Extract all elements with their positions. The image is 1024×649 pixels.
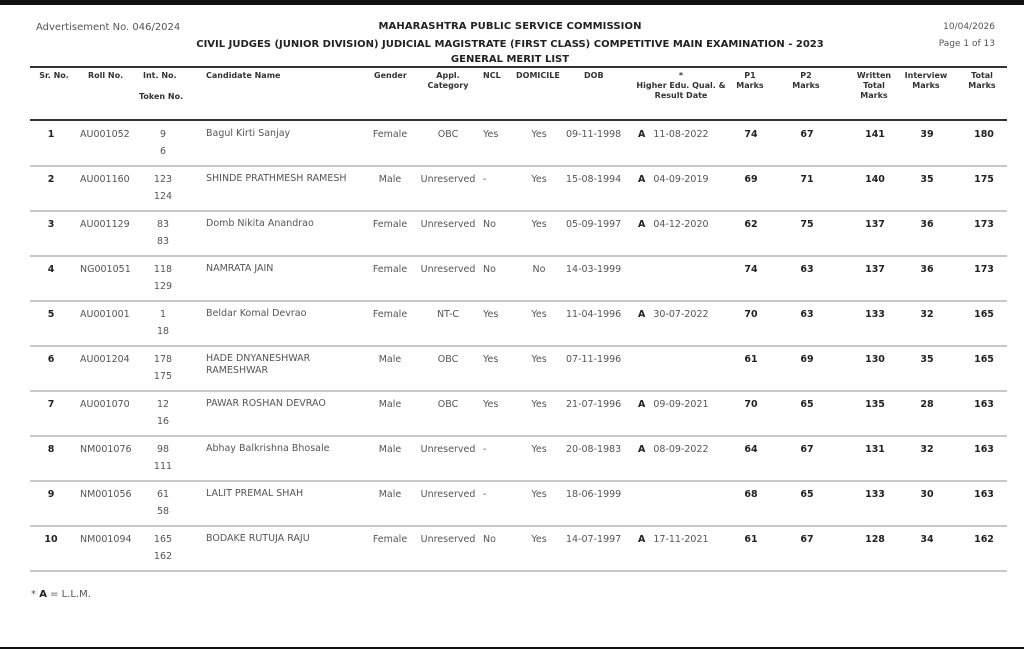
cell-domicile: No <box>532 264 546 275</box>
cell-p2: 63 <box>800 264 814 275</box>
cell-qualification <box>638 126 709 143</box>
row-divider <box>30 165 1007 167</box>
cell-category: Unreserved <box>420 534 476 545</box>
cell-written: 141 <box>865 129 885 140</box>
cell-p1: 70 <box>744 309 758 320</box>
row-divider <box>30 390 1007 392</box>
col-sr-label: Sr. No. <box>39 71 69 80</box>
qualification-code: A <box>638 534 646 545</box>
row-divider <box>30 525 1007 527</box>
cell-domicile: Yes <box>531 174 547 185</box>
cell-domicile: Yes <box>531 354 547 365</box>
exam-title: CIVIL JUDGES (JUNIOR DIVISION) JUDICIAL MAGISTRATE (FIRST CLASS) COMPETITIVE MAIN EXAMINATION - 2023 <box>196 39 824 50</box>
col-domicile: DOMICILE <box>516 71 560 80</box>
cell-int: 178 <box>153 354 173 365</box>
col-ncl: NCL <box>483 71 501 80</box>
footnote-key: A <box>39 589 47 600</box>
cell-domicile: Yes <box>531 219 547 230</box>
cell-interview: 36 <box>920 219 934 230</box>
cell-name: SHINDE PRATHMESH RAMESH <box>206 173 347 184</box>
cell-total: 180 <box>974 129 994 140</box>
row-divider <box>30 300 1007 302</box>
cell-token: 83 <box>156 236 170 247</box>
cell-sr: 10 <box>44 534 58 545</box>
cell-category: Unreserved <box>420 219 476 230</box>
cell-roll: NM001094 <box>80 534 132 545</box>
cell-interview: 35 <box>920 354 934 365</box>
cell-ncl: No <box>483 219 496 230</box>
cell-token: 175 <box>153 371 173 382</box>
cell-domicile: Yes <box>531 309 547 320</box>
cell-category: Unreserved <box>420 489 476 500</box>
cell-category: Unreserved <box>420 444 476 455</box>
qualification-code: A <box>638 399 646 410</box>
cell-int: 98 <box>156 444 170 455</box>
footnote-meaning: = L.L.M. <box>50 589 91 600</box>
cell-p2: 63 <box>800 309 814 320</box>
cell-p2: 71 <box>800 174 814 185</box>
cell-roll: NG001051 <box>80 264 131 275</box>
cell-gender: Female <box>372 309 408 320</box>
cell-qualification <box>638 531 709 548</box>
cell-domicile: Yes <box>531 489 547 500</box>
cell-roll: AU001070 <box>80 399 130 410</box>
cell-sr: 3 <box>47 219 55 230</box>
cell-name: BODAKE RUTUJA RAJU <box>206 533 310 544</box>
cell-total: 163 <box>974 399 994 410</box>
col-total: Total Marks <box>968 71 996 90</box>
cell-p2: 75 <box>800 219 814 230</box>
cell-sr: 4 <box>47 264 55 275</box>
cell-dob: 21-07-1996 <box>566 399 622 410</box>
col-dob: DOB <box>584 71 604 80</box>
cell-int: 61 <box>156 489 170 500</box>
qualification-code: A <box>638 219 646 230</box>
cell-roll: AU001160 <box>80 174 130 185</box>
print-date: 10/04/2026 <box>943 22 995 32</box>
cell-int: 165 <box>153 534 173 545</box>
qualification-code: A <box>638 174 646 185</box>
cell-gender: Male <box>378 399 402 410</box>
cell-category: NT-C <box>436 309 460 320</box>
cell-written: 135 <box>865 399 885 410</box>
cell-interview: 28 <box>920 399 934 410</box>
cell-interview: 35 <box>920 174 934 185</box>
cell-domicile: Yes <box>531 534 547 545</box>
cell-p2: 69 <box>800 354 814 365</box>
cell-gender: Male <box>378 354 402 365</box>
cell-name: NAMRATA JAIN <box>206 263 274 274</box>
cell-written: 133 <box>865 309 885 320</box>
qualification-code: A <box>638 129 646 140</box>
cell-p1: 62 <box>744 219 758 230</box>
cell-p2: 67 <box>800 129 814 140</box>
cell-total: 165 <box>974 309 994 320</box>
cell-qualification <box>638 216 709 233</box>
result-date: 30-07-2022 <box>653 309 709 320</box>
cell-int: 1 <box>159 309 167 320</box>
col-p1: P1 Marks <box>736 71 764 90</box>
cell-written: 131 <box>865 444 885 455</box>
cell-name: Domb Nikita Anandrao <box>206 218 314 229</box>
cell-name: LALIT PREMAL SHAH <box>206 488 304 499</box>
cell-dob: 14-07-1997 <box>566 534 622 545</box>
advertisement-number: Advertisement No. 046/2024 <box>36 22 181 33</box>
cell-category: OBC <box>437 129 459 140</box>
cell-token: 58 <box>156 506 170 517</box>
cell-category: OBC <box>437 399 459 410</box>
cell-domicile: Yes <box>531 129 547 140</box>
cell-dob: 18-06-1999 <box>566 489 622 500</box>
cell-p1: 69 <box>744 174 758 185</box>
col-interview: Interview Marks <box>904 71 948 90</box>
cell-written: 140 <box>865 174 885 185</box>
col-qual-star: * <box>678 71 684 80</box>
cell-int: 83 <box>156 219 170 230</box>
cell-int: 123 <box>153 174 173 185</box>
cell-p2: 65 <box>800 489 814 500</box>
col-written: Written Total Marks <box>856 71 892 100</box>
cell-written: 133 <box>865 489 885 500</box>
cell-sr: 9 <box>47 489 55 500</box>
cell-p2: 67 <box>800 444 814 455</box>
cell-gender: Male <box>378 444 402 455</box>
cell-name: PAWAR ROSHAN DEVRAO <box>206 398 326 409</box>
cell-qualification <box>638 171 709 188</box>
qualification-code: A <box>638 309 646 320</box>
col-gender: Gender <box>374 71 407 80</box>
col-token: Token No. <box>139 92 184 101</box>
cell-dob: 20-08-1983 <box>566 444 622 455</box>
cell-interview: 32 <box>920 309 934 320</box>
row-divider <box>30 570 1007 572</box>
cell-total: 162 <box>974 534 994 545</box>
footnote-star: * <box>31 589 36 600</box>
cell-p1: 61 <box>744 534 758 545</box>
cell-roll: AU001001 <box>80 309 130 320</box>
page-indicator: Page 1 of 13 <box>938 39 995 49</box>
cell-written: 128 <box>865 534 885 545</box>
cell-dob: 09-11-1998 <box>566 129 622 140</box>
cell-token: 124 <box>153 191 173 202</box>
cell-p1: 74 <box>744 129 758 140</box>
cell-token: 111 <box>153 461 173 472</box>
cell-ncl: - <box>483 444 487 455</box>
cell-interview: 32 <box>920 444 934 455</box>
cell-p1: 70 <box>744 399 758 410</box>
cell-total: 163 <box>974 489 994 500</box>
cell-dob: 05-09-1997 <box>566 219 622 230</box>
cell-dob: 14-03-1999 <box>566 264 622 275</box>
result-date: 09-09-2021 <box>653 399 709 410</box>
cell-roll: NM001076 <box>80 444 132 455</box>
cell-written: 137 <box>865 264 885 275</box>
result-date: 04-09-2019 <box>653 174 709 185</box>
cell-domicile: Yes <box>531 444 547 455</box>
cell-dob: 07-11-1996 <box>566 354 622 365</box>
cell-ncl: - <box>483 174 487 185</box>
cell-qualification <box>638 441 709 458</box>
result-date: 04-12-2020 <box>653 219 709 230</box>
result-date: 08-09-2022 <box>653 444 709 455</box>
cell-token: 129 <box>153 281 173 292</box>
cell-dob: 11-04-1996 <box>566 309 622 320</box>
cell-token: 16 <box>156 416 170 427</box>
cell-gender: Male <box>378 174 402 185</box>
cell-name: Abhay Balkrishna Bhosale <box>206 443 330 454</box>
result-date: 11-08-2022 <box>653 129 709 140</box>
cell-ncl: Yes <box>483 129 499 140</box>
cell-ncl: Yes <box>483 309 499 320</box>
cell-interview: 36 <box>920 264 934 275</box>
cell-total: 173 <box>974 219 994 230</box>
col-p2: P2 Marks <box>792 71 820 90</box>
cell-ncl: Yes <box>483 399 499 410</box>
cell-interview: 39 <box>920 129 934 140</box>
window-top-border <box>0 0 1024 5</box>
row-divider <box>30 435 1007 437</box>
cell-token: 6 <box>159 146 167 157</box>
cell-int: 118 <box>153 264 173 275</box>
cell-name: HADE DNYANESHWAR RAMESHWAR <box>206 353 311 376</box>
cell-name: Beldar Komal Devrao <box>206 308 307 319</box>
cell-sr: 6 <box>47 354 55 365</box>
cell-interview: 30 <box>920 489 934 500</box>
cell-dob: 15-08-1994 <box>566 174 622 185</box>
col-sr <box>38 71 70 81</box>
cell-sr: 5 <box>47 309 55 320</box>
cell-gender: Female <box>372 219 408 230</box>
header-bottom-rule <box>30 119 1007 121</box>
cell-gender: Female <box>372 264 408 275</box>
row-divider <box>30 255 1007 257</box>
cell-sr: 1 <box>47 129 55 140</box>
col-int: Int. No. <box>143 71 177 80</box>
cell-qualification <box>638 306 709 323</box>
cell-qualification <box>638 396 709 413</box>
cell-roll: AU001204 <box>80 354 130 365</box>
cell-p2: 67 <box>800 534 814 545</box>
cell-gender: Female <box>372 129 408 140</box>
cell-ncl: No <box>483 264 496 275</box>
cell-gender: Female <box>372 534 408 545</box>
cell-roll: AU001129 <box>80 219 130 230</box>
qualification-code: A <box>638 444 646 455</box>
cell-domicile: Yes <box>531 399 547 410</box>
cell-total: 175 <box>974 174 994 185</box>
col-roll: Roll No. <box>88 71 124 80</box>
cell-name: Bagul Kirti Sanjay <box>206 128 291 139</box>
cell-category: Unreserved <box>420 264 476 275</box>
cell-gender: Male <box>378 489 402 500</box>
row-divider <box>30 210 1007 212</box>
col-qual: Higher Edu. Qual. & Result Date <box>636 81 726 100</box>
cell-roll: AU001052 <box>80 129 130 140</box>
row-divider <box>30 345 1007 347</box>
row-divider <box>30 480 1007 482</box>
cell-token: 162 <box>153 551 173 562</box>
cell-total: 165 <box>974 354 994 365</box>
cell-ncl: Yes <box>483 354 499 365</box>
organization-title: MAHARASHTRA PUBLIC SERVICE COMMISSION <box>378 21 642 32</box>
footnote <box>31 589 91 600</box>
cell-token: 18 <box>156 326 170 337</box>
cell-sr: 2 <box>47 174 55 185</box>
result-date: 17-11-2021 <box>653 534 709 545</box>
cell-total: 173 <box>974 264 994 275</box>
cell-total: 163 <box>974 444 994 455</box>
cell-p1: 74 <box>744 264 758 275</box>
cell-interview: 34 <box>920 534 934 545</box>
cell-int: 12 <box>156 399 170 410</box>
cell-category: Unreserved <box>420 174 476 185</box>
cell-roll: NM001056 <box>80 489 132 500</box>
cell-written: 137 <box>865 219 885 230</box>
cell-p1: 61 <box>744 354 758 365</box>
cell-p1: 68 <box>744 489 758 500</box>
cell-sr: 8 <box>47 444 55 455</box>
cell-written: 130 <box>865 354 885 365</box>
header-top-rule <box>30 66 1007 68</box>
col-name: Candidate Name <box>206 71 281 80</box>
cell-ncl: - <box>483 489 487 500</box>
list-title: GENERAL MERIT LIST <box>450 54 570 65</box>
cell-category: OBC <box>437 354 459 365</box>
cell-sr: 7 <box>47 399 55 410</box>
cell-p2: 65 <box>800 399 814 410</box>
cell-p1: 64 <box>744 444 758 455</box>
cell-int: 9 <box>159 129 167 140</box>
cell-ncl: No <box>483 534 496 545</box>
col-category: Appl. Category <box>427 71 469 90</box>
